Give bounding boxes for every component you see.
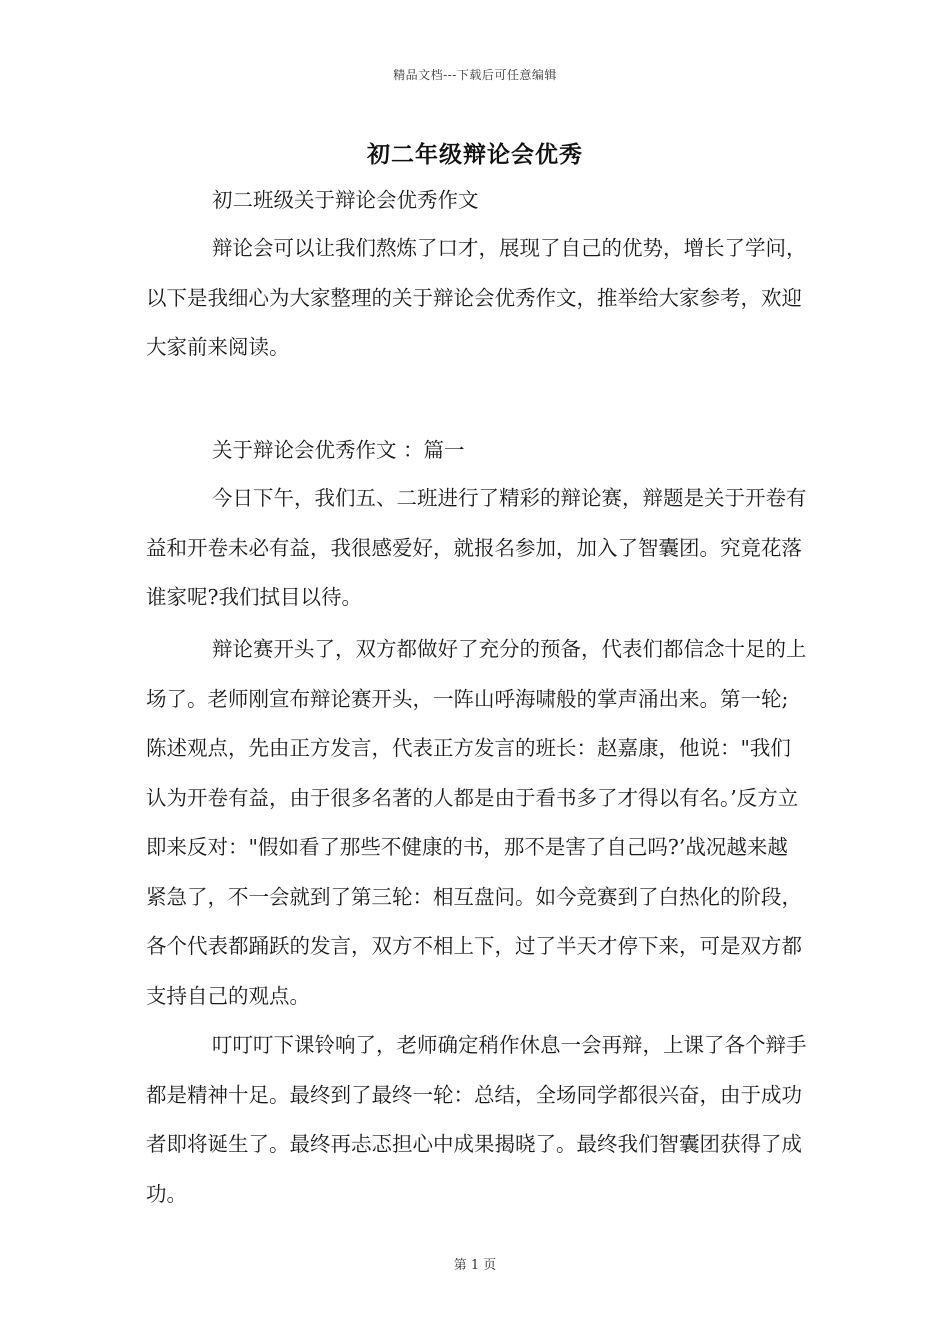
body-paragraph-3: 叮叮叮下课铃响了，老师确定稍作休息一会再辩，上课了各个辩手都是精神十足。最终到了最终一轮：总结，全场同学都很兴奋，由于成功者即将诞生了。最终再忐忑担心中成果揭晓了。最终我们智囊团获得了成功。: [146, 1033, 807, 1206]
document-subtitle: 初二班级关于辩论会优秀作文: [212, 188, 479, 212]
section-heading: 关于辩论会优秀作文 ：篇一: [212, 438, 465, 462]
body-paragraph-1: 今日下午，我们五、二班进行了精彩的辩论赛，辩题是关于开卷有益和开卷未必有益，我很感爱好，就报名参加，加入了智囊团。究竟花落谁家呢?我们拭目以待。: [146, 486, 807, 609]
page-header: 精品文档---下载后可任意编辑: [393, 68, 557, 82]
body-paragraph-2: 辩论赛开头了，双方都做好了充分的预备，代表们都信念十足的上场了。老师刚宣布辩论赛开头，一阵山呼海啸般的掌声涌出来。第一轮;陈述观点，先由正方发言，代表正方发言的班长：赵嘉康，他说："我们认为开卷有益，由于很多名著的人都是由于看书多了才得以有名。’反方立即来反对："假如看了那些不健康的书，那不是害了自己吗?’战况越来越紧急了，不一会就到了第三轮：相互盘问。如今竞赛到了白热化的阶段，各个代表都踊跃的发言，双方不相上下，过了半天才停下来，可是双方都支持自己的观点。: [146, 637, 807, 1008]
page-number: 第 1 页: [453, 1258, 497, 1273]
intro-paragraph: 辩论会可以让我们熬炼了口才，展现了自己的优势，增长了学问，以下是我细心为大家整理的关于辩论会优秀作文，推举给大家参考，欢迎大家前来阅读。: [146, 236, 807, 359]
document-title: 初二年级辩论会优秀: [367, 141, 583, 168]
